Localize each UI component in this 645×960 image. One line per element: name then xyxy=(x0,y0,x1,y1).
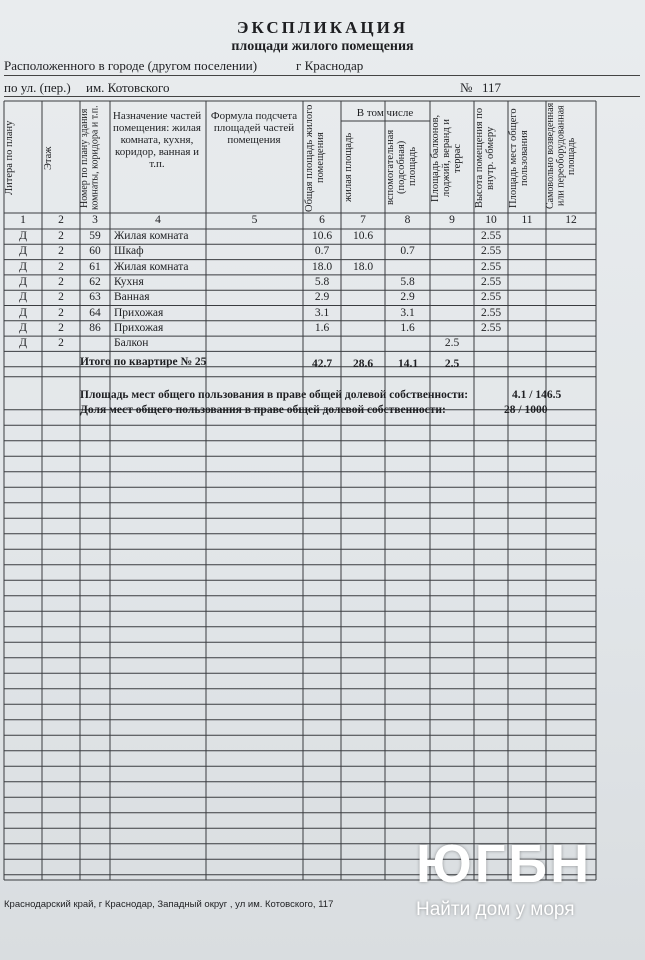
header-room-number: Номер по плану здания комнаты, коридора и т.п. xyxy=(79,105,101,211)
column-number: 12 xyxy=(565,214,577,226)
row-aux-area: 0.7 xyxy=(400,245,415,258)
row-floor: 2 xyxy=(58,275,64,288)
totals-label: Итого по квартире № 25 xyxy=(80,356,207,368)
row-room-number: 61 xyxy=(89,260,101,273)
row-floor: 2 xyxy=(58,337,64,350)
row-height: 2.55 xyxy=(480,230,502,242)
row-floor: 2 xyxy=(58,260,64,273)
column-number: 5 xyxy=(251,214,258,226)
row-room-name: Жилая комната xyxy=(114,260,189,273)
row-letter: Д xyxy=(19,337,27,350)
column-number: 10 xyxy=(485,214,497,226)
row-room-name: Кухня xyxy=(114,275,144,288)
row-total-area: 18.0 xyxy=(311,260,333,273)
row-room-name: Ванная xyxy=(114,291,150,304)
totals-aux-area: 14.1 xyxy=(397,358,419,370)
row-letter: Д xyxy=(19,275,27,288)
street-label: по ул. (пер.) xyxy=(4,80,71,95)
common-share-label: Доля мест общего пользования в праве общей долевой собственности: xyxy=(80,404,446,416)
row-total-area: 10.6 xyxy=(311,230,333,242)
header-common-area: Площадь мест общего пользования xyxy=(508,108,530,208)
row-aux-area: 2.9 xyxy=(400,291,415,304)
row-room-name: Балкон xyxy=(114,337,149,350)
row-height: 2.55 xyxy=(480,245,502,258)
column-number: 3 xyxy=(92,214,98,226)
row-aux-area: 5.8 xyxy=(400,275,415,288)
row-letter: Д xyxy=(19,306,27,319)
header-total-area: Общая площадь жилого помещения xyxy=(304,104,326,212)
row-room-name: Прихожая xyxy=(114,306,164,319)
row-room-number: 59 xyxy=(89,230,101,242)
row-height: 2.55 xyxy=(480,260,502,273)
row-room-number: 64 xyxy=(89,306,101,319)
common-share-value: 28 / 1000 xyxy=(504,404,548,416)
row-balcony-area: 2.5 xyxy=(444,337,460,350)
header-aux-area: вспомогательная (подсобная) площадь xyxy=(385,129,418,205)
street-value: им. Котовского xyxy=(86,80,170,95)
totals-balcony-area: 2.5 xyxy=(444,358,460,370)
row-floor: 2 xyxy=(58,291,64,304)
row-height: 2.55 xyxy=(480,291,502,304)
row-living-area: 10.6 xyxy=(352,230,374,242)
house-number-label: № xyxy=(460,80,473,95)
column-number: 6 xyxy=(319,214,325,226)
row-height: 2.55 xyxy=(480,321,502,334)
header-formula: Формула подсчета площадей частей помещения xyxy=(210,110,298,146)
header-floor: Этаж xyxy=(43,146,54,170)
brand-tagline: Найти дом у моря xyxy=(416,899,575,920)
row-floor: 2 xyxy=(58,306,64,319)
row-letter: Д xyxy=(19,291,27,304)
row-room-number: 86 xyxy=(89,321,101,334)
row-floor: 2 xyxy=(58,245,64,258)
row-total-area: 3.1 xyxy=(314,306,330,319)
row-room-number: 62 xyxy=(89,275,101,288)
column-number: 2 xyxy=(58,214,64,226)
row-letter: Д xyxy=(19,260,27,273)
row-living-area: 18.0 xyxy=(352,260,374,273)
location-label: Расположенного в городе (другом поселении) xyxy=(4,58,258,73)
row-room-name: Прихожая xyxy=(114,321,164,334)
header-balcony-area: Площадь балконов, лоджий, веранд и террас xyxy=(430,114,463,202)
brand-logo: ЮГБН xyxy=(416,834,593,894)
row-height: 2.55 xyxy=(480,275,502,288)
row-aux-area: 1.6 xyxy=(400,321,415,334)
header-living-area: жилая площадь xyxy=(343,132,354,202)
totals-living-area: 28.6 xyxy=(352,358,374,370)
header-letter: Литера по плану xyxy=(4,120,15,196)
row-room-number: 63 xyxy=(89,291,101,304)
location-value: г Краснодар xyxy=(296,58,364,73)
document-subtitle: площади жилого помещения xyxy=(231,39,414,54)
header-height: Высота помещения по внутр. обмеру xyxy=(474,107,496,209)
column-number: 1 xyxy=(20,214,26,226)
row-room-number: 60 xyxy=(89,245,101,258)
row-room-name: Шкаф xyxy=(114,245,144,258)
row-total-area: 5.8 xyxy=(314,275,330,288)
address-footer: Краснодарский край, г Краснодар, Западный округ , ул им. Котовского, 117 xyxy=(4,899,334,910)
row-aux-area: 3.1 xyxy=(400,306,415,319)
header-in-total: В том числе xyxy=(356,107,414,119)
common-area-label: Площадь мест общего пользования в праве общей долевой собственности: xyxy=(80,389,469,401)
row-floor: 2 xyxy=(58,230,64,242)
row-total-area: 0.7 xyxy=(314,245,330,258)
column-number: 4 xyxy=(155,214,161,226)
house-number-value: 117 xyxy=(482,80,502,95)
column-number: 9 xyxy=(449,214,455,226)
column-number: 8 xyxy=(404,214,411,226)
common-area-value: 4.1 / 146.5 xyxy=(512,389,562,401)
watermark-brand xyxy=(416,836,640,922)
column-number: 11 xyxy=(521,214,533,226)
row-room-name: Жилая комната xyxy=(114,230,189,242)
row-height: 2.55 xyxy=(480,306,502,319)
row-total-area: 1.6 xyxy=(314,321,330,334)
row-letter: Д xyxy=(19,321,27,334)
totals-total-area: 42.7 xyxy=(311,358,333,370)
row-total-area: 2.9 xyxy=(314,291,330,304)
row-floor: 2 xyxy=(58,321,64,334)
row-letter: Д xyxy=(19,245,27,258)
header-purpose: Назначение частей помещения: жилая комната, кухня, коридор, ванная и т.п. xyxy=(112,110,202,170)
row-letter: Д xyxy=(19,230,27,242)
document-title: ЭКСПЛИКАЦИЯ xyxy=(236,18,409,37)
header-unauthorized-area: Самовольно возведенная или переоборудованная площадь xyxy=(545,102,577,210)
column-number: 7 xyxy=(360,214,366,226)
